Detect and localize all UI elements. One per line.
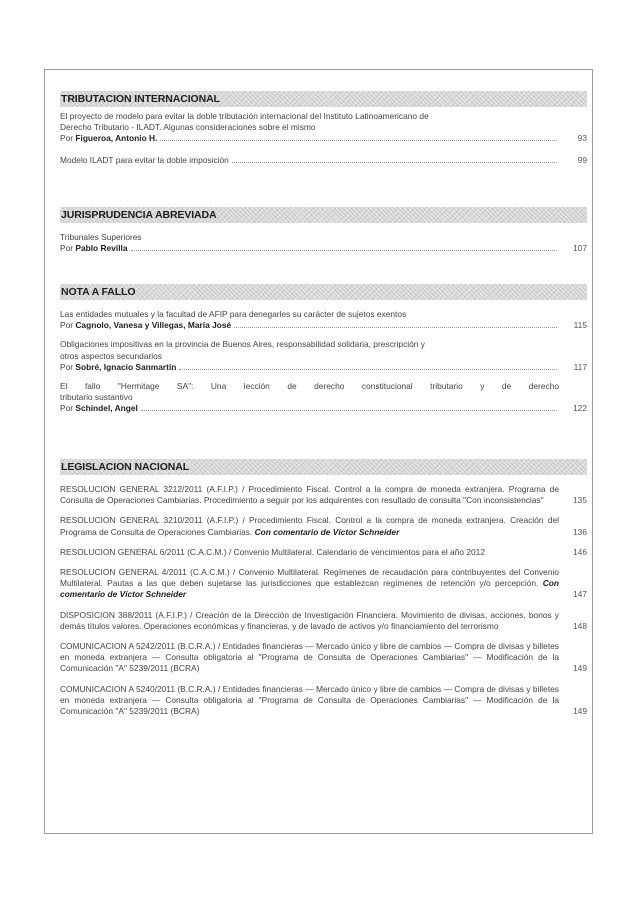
page-frame <box>44 69 593 834</box>
toc-entry[interactable] <box>60 641 587 675</box>
page-number: 147 <box>573 589 587 600</box>
entry-title-line: Modelo ILADT para evitar la doble imposición <box>60 154 229 165</box>
page-number: 107 <box>573 243 587 254</box>
section-legislacion-nacional <box>60 459 587 717</box>
entry-title-line: El fallo "Hermitage SA": Una lección de derecho constitucional tributario y de derecho <box>60 381 559 392</box>
author-prefix: Por <box>60 243 74 254</box>
page-number: 149 <box>573 663 587 674</box>
leader-dots <box>131 250 557 251</box>
toc-entry[interactable] <box>60 567 587 601</box>
leader-dots <box>234 327 557 328</box>
author-prefix: Por <box>60 361 74 372</box>
entry-title-line: Obligaciones impositivas en la provincia de Buenos Aires, responsabilidad solidaria, prescripción y <box>60 339 425 350</box>
page-number: 149 <box>573 706 587 717</box>
entry-text: RESOLUCION GENERAL 6/2011 (C.A.C.M.) / Convenio Multilateral. Calendario de vencimientos para el año 2012 <box>60 546 485 557</box>
page-number: 135 <box>573 495 587 506</box>
toc-entry[interactable] <box>60 232 587 254</box>
section-jurisprudencia-abreviada <box>60 207 587 254</box>
entry-text: RESOLUCION GENERAL 3212/2011 (A.F.I.P.) / Procedimiento Fiscal. Control a la compra de moneda extranjera. Programa de Consulta de Operaciones Cambiarias. Procedimiento a seguir por los adquirentes con resultado de consulta "Con inconsistencias" <box>60 484 559 506</box>
entry-text: RESOLUCION GENERAL 3210/2011 (A.F.I.P.) / Procedimiento Fiscal. Control a la compra de moneda extranjera. Creación del Programa de Consulta de Operaciones Cambiarias. <box>60 515 559 537</box>
section-heading: JURISPRUDENCIA ABREVIADA <box>60 207 587 223</box>
page-number: 122 <box>573 403 587 414</box>
toc-entry[interactable] <box>60 610 587 632</box>
page-number: 136 <box>573 526 587 537</box>
entry-text: DISPOSICION 388/2011 (A.F.I.P.) / Creación de la Dirección de Investigación Financiera. Movimiento de divisas, acciones, bonos y demás títulos valores. Operaciones económicas y financieras, y de lavado de activos y/o financiamiento del terrorismo <box>60 609 559 631</box>
entry-title-line: Tribunales Superiores <box>60 232 142 242</box>
author-prefix: Por <box>60 403 74 414</box>
entry-commentary: Con comentario de Víctor Schneider <box>60 578 560 600</box>
leader-dots <box>141 410 557 411</box>
author-prefix: Por <box>60 133 74 144</box>
toc-entry[interactable] <box>60 684 587 718</box>
entry-text: COMUNICACION A 5242/2011 (B.C.R.A.) / Entidades financieras — Mercado único y libre de cambios — Compra de divisas y billetes en moneda extranjera — Consulta obligatoria al "Programa de Consulta de Operaciones Cambiarias" — Modificación de la Comunicación "A" 5239/2011 (BCRA) <box>60 641 559 674</box>
leader-dots <box>179 369 557 370</box>
section-heading: LEGISLACION NACIONAL <box>60 459 587 475</box>
entry-text: RESOLUCION GENERAL 4/2011 (C.A.C.M.) / Convenio Multilateral. Regímenes de recaudación para contribuyentes del Convenio Multilateral. Pautas a las que deben sujetarse las jurisdicciones que establezcan regímenes de retención y/o percepción. <box>60 567 559 589</box>
leader-dots <box>160 140 557 141</box>
entry-title-line: Derecho Tributario - ILADT. Algunas consideraciones sobre el mismo <box>60 122 316 133</box>
page-number: 115 <box>573 320 587 331</box>
entry-title-line: tributario sustantivo <box>60 392 133 403</box>
toc-entry[interactable] <box>60 309 587 331</box>
toc-entry[interactable] <box>60 484 587 506</box>
entry-title-line: El proyecto de modelo para evitar la doble tributación internacional del Instituto Latinoamericano de <box>60 111 429 121</box>
entry-author: Pablo Revilla <box>75 243 128 254</box>
entry-author: Schindel, Angel <box>75 403 138 414</box>
page-number: 99 <box>577 154 587 165</box>
entry-author: Cagnolo, Vanesa y Villegas, María José <box>75 320 232 331</box>
section-heading: TRIBUTACION INTERNACIONAL <box>60 91 587 107</box>
entry-title-line: otros aspectos secundarios <box>60 350 162 361</box>
entry-title-line: Las entidades mutuales y la facultad de AFIP para denegarles su carácter de sujetos exentos <box>60 309 407 319</box>
page-number: 117 <box>573 361 587 372</box>
section-nota-a-fallo <box>60 284 587 415</box>
page-number: 148 <box>573 620 587 631</box>
section-heading: NOTA A FALLO <box>60 284 587 300</box>
page-number: 93 <box>577 133 587 144</box>
entry-text: COMUNICACION A 5240/2011 (B.C.R.A.) / Entidades financieras — Mercado único y libre de cambios — Compra de divisas y billetes en moneda extranjera — Consulta obligatoria al "Programa de Consulta de Operaciones Cambiarias" — Modificación de la Comunicación "A" 5239/2011 (BCRA) <box>60 683 559 717</box>
section-tributacion-internacional <box>60 91 587 166</box>
author-prefix: Por <box>60 320 74 331</box>
toc-entry[interactable] <box>60 381 587 415</box>
page-number: 146 <box>573 546 587 557</box>
toc-entry[interactable] <box>60 339 587 373</box>
leader-dots <box>232 162 557 163</box>
toc-entry[interactable] <box>60 111 587 145</box>
entry-commentary: Con comentario de Víctor Schneider <box>254 526 400 537</box>
toc-entry[interactable] <box>60 515 587 537</box>
entry-author: Figueroa, Antonio H. <box>75 133 158 144</box>
toc-entry[interactable] <box>60 547 587 558</box>
entry-author: Sobré, Ignacio Sanmartín <box>75 361 177 372</box>
toc-entry[interactable] <box>60 155 587 166</box>
